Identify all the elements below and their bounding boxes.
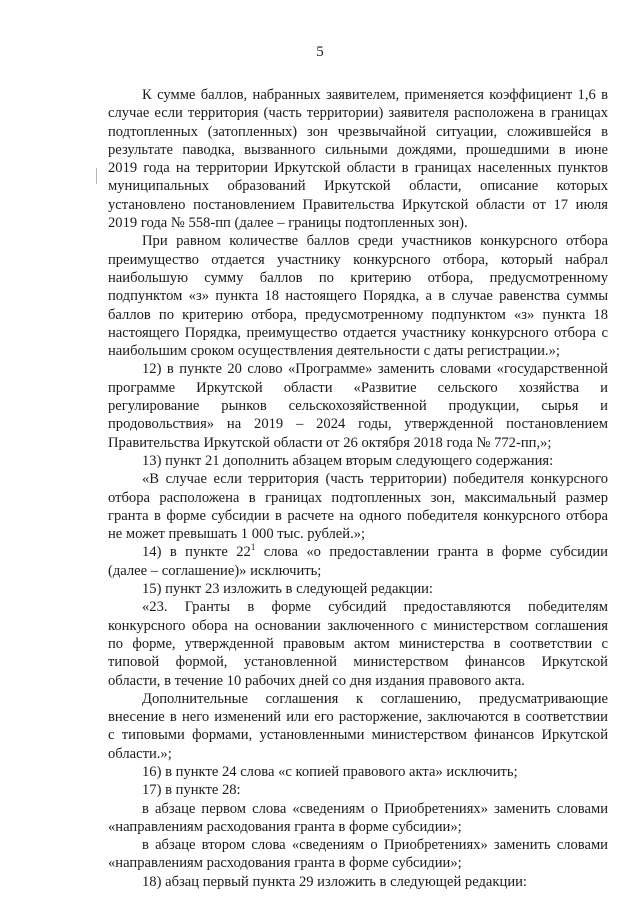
text-line: 18) абзац первый пункта 29 изложить в следующей редакции: <box>142 873 527 890</box>
text-line: «направлениям расходования гранта в форме субсидии»; <box>108 818 462 835</box>
text-line: 15) пункт 23 изложить в следующей редакции: <box>142 581 433 598</box>
text-line: случае если территория (часть территории) заявителя расположена в границах <box>108 105 608 122</box>
text-line: 13) пункт 21 дополнить абзацем вторым следующего содержания: <box>142 452 554 469</box>
text-line: программе Иркутской области «Развитие сельского хозяйства и <box>108 379 608 396</box>
text-line: 17) в пункте 28: <box>142 782 241 799</box>
text-line: преимущество отдается участнику конкурсного отбора, который набрал <box>108 251 608 268</box>
text-line: по форме, утвержденной правовым актом министерства в соответствии с <box>108 635 608 652</box>
text-line: 12) в пункте 20 слово «Программе» заменить словами «государственной <box>142 361 608 378</box>
text-line: 2019 года № 558-пп (далее – границы подтопленных зон). <box>108 215 468 232</box>
text-line: в абзаце втором слова «сведениям о Приобретениях» заменить словами <box>142 837 608 854</box>
text-line: области.»; <box>108 745 172 762</box>
text-line: 16) в пункте 24 слова «с копией правового акта» исключить; <box>142 763 518 780</box>
text-line: в абзаце первом слова «сведениям о Приобретениях» заменить словами <box>142 800 608 817</box>
text-line: наибольшую сумму баллов по критерию отбора, предусмотренному <box>108 269 608 286</box>
text-line: При равном количестве баллов среди участников конкурсного отбора <box>142 233 608 250</box>
text-line: подпунктом «з» пункта 18 настоящего Порядка, а в случае равенства суммы <box>108 288 608 305</box>
text-line: внесение в него изменений или его расторжение, заключаются в соответствии <box>108 709 608 726</box>
page-number: 5 <box>316 44 324 60</box>
text-line: гранта в форме субсидии в расчете на одного победителя конкурсного отбора <box>108 507 608 524</box>
text-line: Дополнительные соглашения к соглашению, предусматривающие <box>142 690 608 707</box>
text-line: «направлениям расходования гранта в форме субсидии»; <box>108 855 462 872</box>
text-line: настоящего Порядка, преимущество отдается участнику конкурсного отбора с <box>108 324 608 341</box>
text-line: не может превышать 1 000 тыс. рублей.»; <box>108 526 366 543</box>
text-line: установлено постановлением Правительства Иркутской области от 17 июля <box>108 196 608 213</box>
text-line: «В случае если территория (часть территории) победителя конкурсного <box>142 471 608 488</box>
margin-mark <box>96 168 97 184</box>
text-line: отбора расположена в границах подтопленных зон, максимальный размер <box>108 489 608 506</box>
text-line: типовой формой, установленной министерством финансов Иркутской <box>108 654 608 671</box>
text-line: К сумме баллов, набранных заявителем, применяется коэффициент 1,6 в <box>142 87 608 103</box>
document-body <box>108 86 608 891</box>
text-line: 14) в пункте $22^1$ слова «о предоставлении гранта в форме субсидии <box>142 542 608 561</box>
text-line: регулирование рынков сельскохозяйственной продукции, сырья и <box>108 398 608 415</box>
text-line: Правительства Иркутской области от 26 октября 2018 года № 772-пп,»; <box>108 434 552 451</box>
text-line: (далее – соглашение)» исключить; <box>108 562 322 579</box>
text-line: наибольшим сроком осуществления деятельности с даты регистрации.»; <box>108 343 560 360</box>
text-line: подтопленных (затопленных) зон чрезвычайной ситуации, сложившейся в <box>108 123 608 140</box>
text-line: муниципальных образований Иркутской области, описание которых <box>108 178 608 195</box>
text-line: баллов по критерию отбора, предусмотренному подпунктом «з» пункта 18 <box>108 306 608 323</box>
text-line: конкурсного обора на основании заключенного с министерством соглашения <box>108 617 608 634</box>
text-line: 2019 года на территории Иркутской области в границах населенных пунктов <box>108 160 608 177</box>
text-line: продовольствия» на 2019 – 2024 годы, утвержденной постановлением <box>108 416 608 433</box>
text-line: «23. Гранты в форме субсидий предоставляются победителям <box>142 599 608 616</box>
text-line: области, в течение 10 рабочих дней со дня издания правового акта. <box>108 672 525 689</box>
text-line: результате паводка, вызванного сильными дождями, прошедшими в июне <box>108 141 608 158</box>
text-line: с типовыми формами, установленными министерством финансов Иркутской <box>108 727 608 744</box>
